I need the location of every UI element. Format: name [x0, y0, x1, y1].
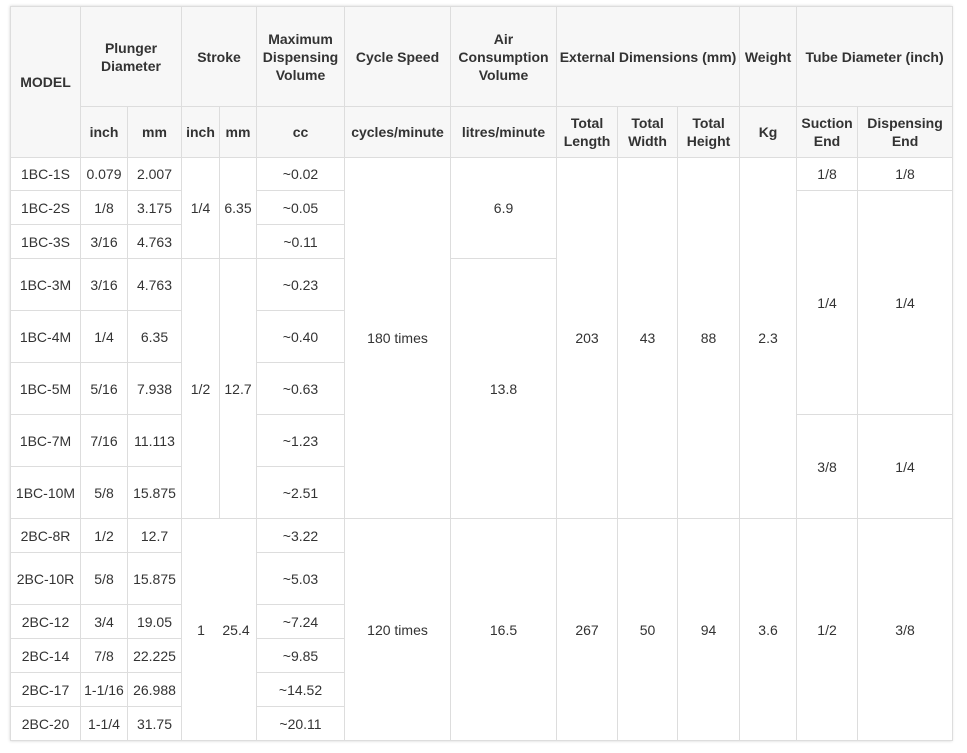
table-body: [11, 158, 953, 741]
unit-cc: cc: [257, 107, 345, 158]
cell-plunger-inch: 1/8: [81, 191, 128, 225]
cell-plunger-mm: 4.763: [128, 225, 182, 259]
cell-volume: ~3.22: [257, 519, 345, 553]
cell-stroke-mm: 6.35: [220, 158, 257, 259]
cell-air: 6.9: [451, 158, 557, 259]
cell-stroke-mm: 12.7: [220, 259, 257, 519]
cell-dispensing-end: 3/8: [858, 519, 953, 741]
cell-model: 2BC-17: [11, 673, 81, 707]
cell-suction-end: 1/4: [797, 191, 858, 415]
cell-plunger-inch: 5/8: [81, 553, 128, 605]
cell-suction-end: 1/2: [797, 519, 858, 741]
unit-plunger-inch: inch: [81, 107, 128, 158]
cell-volume: ~0.23: [257, 259, 345, 311]
header-ext: External Dimensions (mm): [557, 7, 740, 107]
cell-stroke-inch: 1: [197, 621, 205, 638]
cell-dispensing-end: 1/8: [858, 158, 953, 191]
cell-plunger-inch: 1-1/4: [81, 707, 128, 741]
cell-plunger-mm: 19.05: [128, 605, 182, 639]
cell-plunger-inch: 7/8: [81, 639, 128, 673]
header-dispensing-end: Dispensing End: [858, 107, 953, 158]
cell-model: 1BC-4M: [11, 311, 81, 363]
header-total-width: Total Width: [618, 107, 678, 158]
cell-plunger-inch: 1/4: [81, 311, 128, 363]
cell-stroke-inch: 1/4: [182, 158, 220, 259]
cell-model: 2BC-20: [11, 707, 81, 741]
cell-volume: ~0.11: [257, 225, 345, 259]
cell-plunger-mm: 26.988: [128, 673, 182, 707]
cell-weight: 2.3: [740, 158, 797, 519]
header-total-length: Total Length: [557, 107, 618, 158]
cell-cycle-speed: 180 times: [345, 158, 451, 519]
cell-volume: ~0.63: [257, 363, 345, 415]
cell-dispensing-end: 1/4: [858, 415, 953, 519]
cell-plunger-inch: 0.079: [81, 158, 128, 191]
cell-plunger-mm: 15.875: [128, 553, 182, 605]
cell-plunger-mm: 12.7: [128, 519, 182, 553]
cell-plunger-inch: 7/16: [81, 415, 128, 467]
cell-air: 13.8: [451, 259, 557, 519]
cell-volume: ~1.23: [257, 415, 345, 467]
cell-plunger-inch: 3/16: [81, 225, 128, 259]
cell-plunger-mm: 2.007: [128, 158, 182, 191]
cell-volume: ~2.51: [257, 467, 345, 519]
header-model: MODEL: [11, 7, 81, 158]
cell-plunger-inch: 1/2: [81, 519, 128, 553]
spec-table: [10, 6, 953, 741]
cell-plunger-mm: 15.875: [128, 467, 182, 519]
cell-total-width: 50: [618, 519, 678, 741]
cell-stroke-mm: 25.4: [222, 621, 250, 638]
cell-volume: ~7.24: [257, 605, 345, 639]
cell-volume: ~0.05: [257, 191, 345, 225]
unit-kg: Kg: [740, 107, 797, 158]
cell-weight: 3.6: [740, 519, 797, 741]
cell-suction-end: 3/8: [797, 415, 858, 519]
header-maxvol: Maximum Dispensing Volume: [257, 7, 345, 107]
header-total-height: Total Height: [678, 107, 740, 158]
header-air: Air Consumption Volume: [451, 7, 557, 107]
cell-plunger-mm: 31.75: [128, 707, 182, 741]
unit-litres: litres/minute: [451, 107, 557, 158]
cell-volume: ~0.02: [257, 158, 345, 191]
cell-total-height: 94: [678, 519, 740, 741]
cell-total-length: 203: [557, 158, 618, 519]
header-stroke: Stroke: [182, 7, 257, 107]
cell-volume: ~9.85: [257, 639, 345, 673]
cell-plunger-mm: 7.938: [128, 363, 182, 415]
cell-model: 1BC-7M: [11, 415, 81, 467]
table-header: [11, 7, 953, 158]
cell-volume: ~0.40: [257, 311, 345, 363]
cell-stroke-inch: 1/2: [182, 259, 220, 519]
cell-plunger-mm: 22.225: [128, 639, 182, 673]
cell-stroke-r: [182, 519, 257, 741]
header-tube: Tube Diameter (inch): [797, 7, 953, 107]
unit-cycles: cycles/minute: [345, 107, 451, 158]
header-cycle: Cycle Speed: [345, 7, 451, 107]
cell-model: 1BC-3S: [11, 225, 81, 259]
cell-model: 1BC-2S: [11, 191, 81, 225]
cell-plunger-inch: 3/4: [81, 605, 128, 639]
cell-model: 2BC-14: [11, 639, 81, 673]
cell-plunger-mm: 6.35: [128, 311, 182, 363]
cell-model: 1BC-1S: [11, 158, 81, 191]
cell-total-height: 88: [678, 158, 740, 519]
cell-plunger-inch: 3/16: [81, 259, 128, 311]
unit-stroke-inch: inch: [182, 107, 220, 158]
spec-table-container: [10, 6, 952, 741]
cell-cycle-speed: 120 times: [345, 519, 451, 741]
cell-model: 1BC-3M: [11, 259, 81, 311]
cell-model: 2BC-12: [11, 605, 81, 639]
cell-model: 1BC-10M: [11, 467, 81, 519]
header-plunger: Plunger Diameter: [81, 7, 182, 107]
unit-plunger-mm: mm: [128, 107, 182, 158]
cell-volume: ~5.03: [257, 553, 345, 605]
cell-plunger-inch: 5/16: [81, 363, 128, 415]
cell-model: 2BC-8R: [11, 519, 81, 553]
cell-volume: ~14.52: [257, 673, 345, 707]
cell-model: 2BC-10R: [11, 553, 81, 605]
cell-air: 16.5: [451, 519, 557, 741]
cell-model: 1BC-5M: [11, 363, 81, 415]
cell-plunger-inch: 1-1/16: [81, 673, 128, 707]
table-row: [11, 519, 953, 553]
header-suction-end: Suction End: [797, 107, 858, 158]
unit-stroke-mm: mm: [220, 107, 257, 158]
cell-total-length: 267: [557, 519, 618, 741]
cell-plunger-mm: 4.763: [128, 259, 182, 311]
cell-dispensing-end: 1/4: [858, 191, 953, 415]
cell-volume: ~20.11: [257, 707, 345, 741]
cell-plunger-mm: 3.175: [128, 191, 182, 225]
cell-plunger-inch: 5/8: [81, 467, 128, 519]
header-weight: Weight: [740, 7, 797, 107]
table-row: [11, 158, 953, 191]
cell-suction-end: 1/8: [797, 158, 858, 191]
cell-total-width: 43: [618, 158, 678, 519]
cell-plunger-mm: 11.113: [128, 415, 182, 467]
